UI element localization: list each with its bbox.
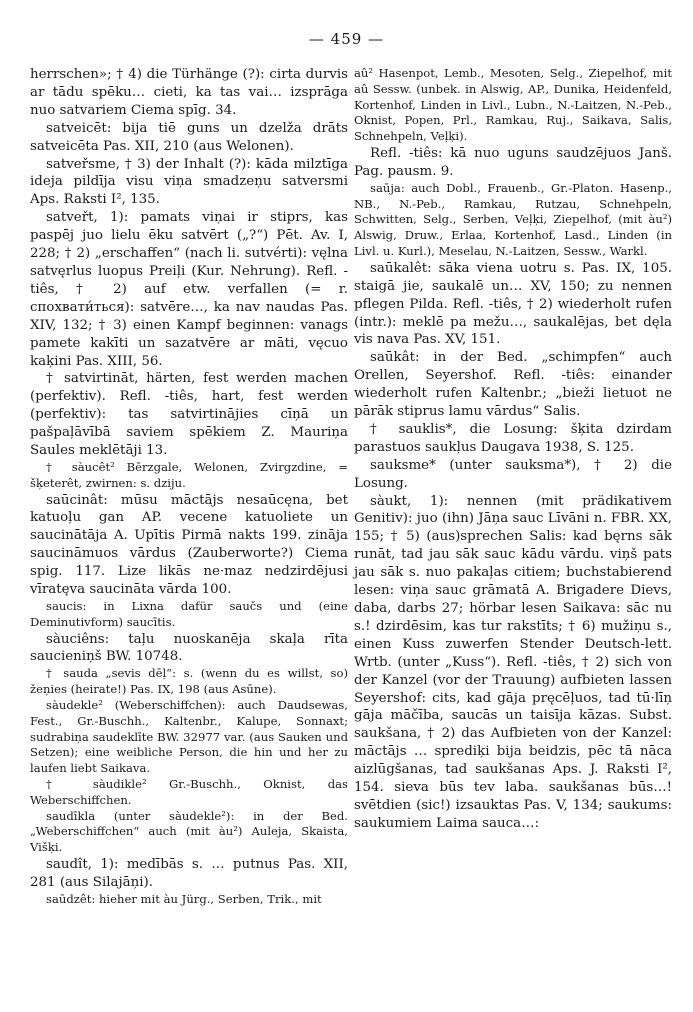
- dictionary-entry: Refl. -tiês: kā nuo uguns saudzējuos Janš. Pag. pausm. 9.: [354, 145, 672, 179]
- dictionary-entry: sàudekle² (Weberschiffchen): auch Daudsewas, Fest., Gr.-Buschh., Kaltenbr., Kalupe, Sonnaxt; sudrabiņa saudeklīte BW. 32977 var. (aus Sauken und Setzen); eine weibliche Person, die hin und her zu laufen liebt Saikava.: [30, 697, 348, 776]
- dictionary-entry: saūcinât: mūsu māctājs nesaūcęna, bet katuoļu gan AP. vecene katuoliete un saucinātāja A. Upītis Pirmā nakts 199. zināja saucināmuos vārdus (Zauberworte?) Ciema spig. 117. Lize likās ne·maz nedzirdējusi vīratęva saucināta vārda 100.: [30, 492, 348, 598]
- dictionary-entry: saūkalêt: sāka viena uotru s. Pas. IX, 105. staigā jie, saukalē un… XV, 150; zu nennen pflegen Pilda. Refl. -tiês, † 2) wiederholt rufen (intr.): meklē pa mežu…, saukalējas, bet dęla vis nava Pas. XV, 151.: [354, 260, 672, 348]
- dictionary-entry: sàuciêns: taļu nuoskanēja skaļa rīta saucieniņš BW. 10748.: [30, 631, 348, 665]
- dictionary-entry: saudīkla (unter sàudekle²): in der Bed. „Weberschiffchen“ auch (mit àu²) Auleja, Skaista, Višķi.: [30, 808, 348, 855]
- dictionary-entry: saucis: in Lixna dafür saučs und (eine Deminutivform) saucītis.: [30, 598, 348, 629]
- dictionary-entry: saudît, 1): medībās s. … putnus Pas. XII, 281 (aus Silajāņi).: [30, 856, 348, 890]
- dictionary-entry: sàukt, 1): nennen (mit prädikativem Genitiv): juo (ihn) Jāņa sauc Līvāni n. FBR. XX, 155; † 5) (aus)sprechen Salis: kad bęrns sāk runāt, tad jau sāk sauc kādu vārdu. viņš pats jau sāk s. nuo pakaļas citiem; buchstabierend lesen: viņa sauc grāmatā A. Brigadere Dievs, daba, darbs 27; hörbar lesen Saikava: sāc nu s.! dzirdēsim, kas tur rakstīts; † 6) mužiņu s., einen Kuss zuwerfen Stender Deutsch-lett. Wrtb. (unter „Kuss“). Refl. -tiês, † 2) sich von der Kanzel (vor der Trauung) aufbieten lassen Seyershof: cits, kad gāja pręcēļuos, tad tū·līņ gāja māčība, saucās un taisīja kāzas. Subst. saukšana, † 2) das Aufbieten von der Kanzel: māctājs … sprediķi bija beidzis, pēc tā nāca aizlūgšanas, tad saukšanas Aps. J. Raksti I², 154. sieva būs tev laba. saukšanas būs…! svētdien (sic!) izsauktas Pas. V, 134; saukums: saukumiem Laima sauca…:: [354, 493, 672, 831]
- dictionary-entry: herrschen»; † 4) die Türhänge (?): cirta durvis ar tādu spēku… cieti, ka tas vai… izsprāga nuo satvariem Ciema spīg. 34.: [30, 67, 348, 118]
- dictionary-entry: † sàucêt² Bērzgale, Welonen, Zvirgzdine, = šķeterêt, zwirnen: s. dziju.: [30, 459, 348, 490]
- right-column: [354, 66, 672, 833]
- dictionary-entry: satveicēt: bija tiē guns un dzelža drāts satveicēta Pas. XII, 210 (aus Welonen).: [30, 120, 348, 154]
- dictionary-entry: saūja: auch Dobl., Frauenb., Gr.-Platon. Hasenp., NB., N.-Peb., Ramkau, Rutzau, Schnehpeln, Schwitten, Selg., Serben, Veļķi, Ziepelhof, (mit àu²) Alswig, Druw., Erlaa, Kortenhof, Lasd., Linden (in Livl. u. Kurl.), Meselau, N.-Laitzen, Sessw., Warkl.: [354, 180, 672, 258]
- page-number: — 459 —: [308, 30, 385, 48]
- dictionary-entry: † sàudikle² Gr.-Buschh., Oknist, das Weberschiffchen.: [30, 776, 348, 807]
- left-column: [30, 66, 348, 908]
- dictionary-entry: satveřsme, † 3) der Inhalt (?): kāda milztīga ideja pildīja visu viņa smadzeņu satversmi Aps. Raksti I², 135.: [30, 156, 348, 208]
- dictionary-entry: † sauda „sevis dēļ“: s. (wenn du es willst, so) žeņies (heirate!) Pas. IX, 198 (aus Asūne).: [30, 666, 348, 697]
- dictionary-entry: saūkât: in der Bed. „schimpfen“ auch Orellen, Seyershof. Refl. -tiês: einander wiederholt rufen Kaltenbr.; „bieži lietuot ne pārāk stiprus lamu vārdus“ Salis.: [354, 350, 672, 420]
- dictionary-entry: aû² Hasenpot, Lemb., Mesoten, Selg., Ziepelhof, mit aû Sessw. (unbek. in Alswig, AP., Dunika, Heidenfeld, Kortenhof, Linden in Livl., Lubn., N.-Laitzen, N.-Peb., Oknist, Popen, Prl., Ramkau, Ruj., Saikava, Salis, Schnehpeln, Veļķi).: [354, 66, 672, 144]
- dictionary-entry: sauksme* (unter sauksma*), † 2) die Losung.: [354, 457, 672, 491]
- dictionary-entry: satveřt, 1): pamats viņai ir stiprs, kas paspēj juo lielu ēku satvērt („?“) Pēt. Av. I, 228; † 2) „erschaffen“ (nach li. sutvérti): vęlna satvęrlus luopus Preiļi (Kur. Nehrung). Refl. -tiês, † 2) auf etw. verfallen (= r. спохвати́ться): satvēre…, ka nav naudas Pas. XIV, 132; † 3) einen Kampf beginnen: vanags pamete kakīti un sazatvēre ar māti, vęcuo kaķini Pas. XIII, 56.: [30, 210, 348, 369]
- dictionary-entry: † sauklis*, die Losung: šķita dzirdam parastuos saukļus Daugava 1938, S. 125.: [354, 421, 672, 455]
- dictionary-entry: saūdzêt: hieher mit àu Jürg., Serben, Trik., mit: [46, 891, 322, 906]
- dictionary-entry: † satvirtināt, härten, fest werden machen (perfektiv). Refl. -tiês, hart, fest werden (perfektiv): tas satvirtinājies cīņā un pašpaļāvībā saviem spēkiem Z. Mauriņa Saules meklētāji 13.: [30, 371, 348, 459]
